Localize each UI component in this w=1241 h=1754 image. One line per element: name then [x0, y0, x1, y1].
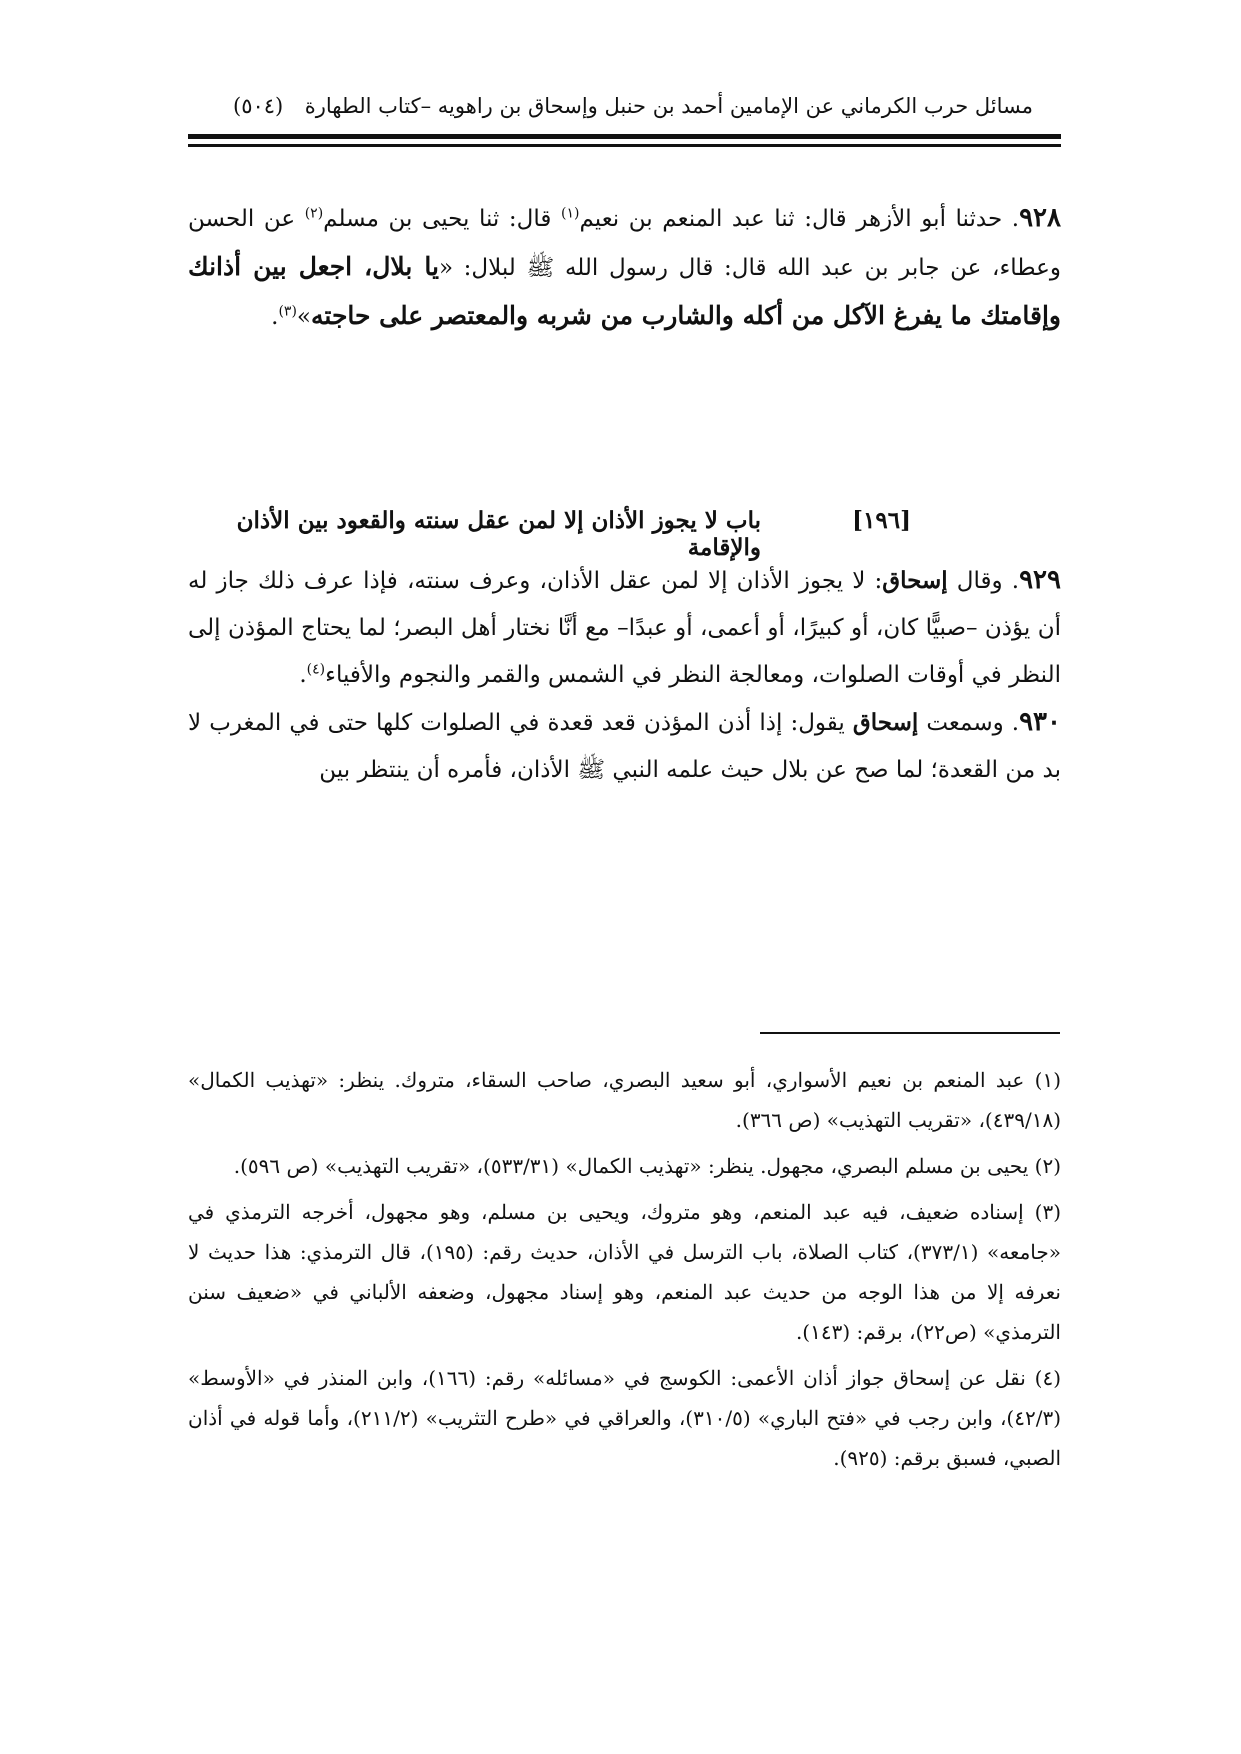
header-title: مسائل حرب الكرماني عن الإمامين أحمد بن حنبل وإسحاق بن راهويه –كتاب الطهارة: [304, 94, 1033, 118]
chapter-title: باب لا يجوز الأذان إلا لمن عقل سنته والقعود بين الأذان والإقامة: [236, 507, 761, 561]
chapter-heading: [188, 507, 1061, 561]
running-header: [233, 86, 1033, 126]
paragraph-928: [188, 195, 1061, 341]
footnotes: [188, 1060, 1061, 1484]
text: .: [271, 304, 279, 330]
narrator-name: إسحاق: [852, 709, 919, 736]
chapter-number: [١٩٦]: [852, 507, 911, 534]
issue-number: ٩٢٨: [1019, 203, 1061, 233]
footnote: (٢) يحيى بن مسلم البصري، مجهول. ينظر: «تهذيب الكمال» (٥٣٣/٣١)، «تقريب التهذيب» (ص ٥٩٦).: [233, 1154, 1061, 1178]
footnote: (٤) نقل عن إسحاق جواز أذان الأعمى: الكوسج في «مسائله» رقم: (١٦٦)، وابن المنذر في «الأوسط» (٤٢/٣)، وابن رجب في «فتح الباري» (٣١٠/٥)، والعراقي في «طرح التثريب» (٢١١/٢)، وأما قوله في أذان الصبي، فسبق برقم: (٩٢٥).: [188, 1366, 1062, 1470]
text: قال: ثنا يحيى بن مسلم: [323, 206, 561, 232]
text: عن الحسن وعطاء، عن جابر بن عبد الله قال: قال رسول الله ﷺ لبلال: «: [188, 206, 1061, 281]
main-text-bottom: [188, 557, 1061, 794]
issue-number: ٩٢٩: [1019, 565, 1061, 595]
text: : لا يجوز الأذان إلا لمن عقل الأذان، وعرف سنته، فإذا عرف ذلك جاز له أن يؤذن –صبيًّا كان، أو كبيرًا، أو أعمى، أو عبدًا– مع أنَّا نختار أهل البصر؛ لما يحتاج المؤذن إلى النظر في أوقات الصلوات، ومعالجة النظر في الشمس والقمر والنجوم والأفياء: [188, 568, 1061, 688]
footnote-separator: [760, 1032, 1060, 1034]
main-text-top: [188, 195, 1061, 341]
footnote-ref: (١): [560, 205, 580, 222]
page-number: (٥٠٤): [233, 94, 284, 118]
footnote-ref: (٣): [278, 303, 297, 320]
text: »: [296, 304, 311, 330]
text: . وقال: [947, 568, 1020, 594]
text: يقول: إذا أذن المؤذن قعد قعدة في الصلوات كلها حتى في المغرب لا بد من القعدة؛ لما صح عن بلال حيث علمه النبي ﷺ الأذان، فأمره أن ينتظر بين: [188, 710, 1061, 783]
paragraph-929: [188, 557, 1061, 699]
footnote: (٣) إسناده ضعيف، فيه عبد المنعم، وهو متروك، ويحيى بن مسلم، وهو مجهول، أخرجه الترمذي في «جامعه» (٣٧٣/١)، كتاب الصلاة، باب الترسل في الأذان، حديث رقم: (١٩٥)، قال الترمذي: هذا حديث لا نعرفه إلا من هذا الوجه من حديث عبد المنعم، وهو إسناد مجهول، وضعفه الألباني في «ضعيف سنن الترمذي» (ص٢٢)، برقم: (١٤٣).: [188, 1200, 1061, 1344]
header-rule-thick: [188, 134, 1061, 139]
footnote-ref: (٤): [306, 661, 326, 678]
hadith-text: يا بلال، اجعل بين أذانك وإقامتك ما يفرغ الآكل من أكله والشارب من شربه والمعتصر على حاجته: [188, 252, 1061, 330]
text: .: [299, 662, 307, 688]
footnote: (١) عبد المنعم بن نعيم الأسواري، أبو سعيد البصري، صاحب السقاء، متروك. ينظر: «تهذيب الكمال» (٤٣٩/١٨)، «تقريب التهذيب» (ص ٣٦٦).: [188, 1068, 1061, 1132]
narrator-name: إسحاق: [882, 567, 948, 594]
header-rule-thin: [188, 144, 1061, 147]
paragraph-930: [188, 699, 1061, 794]
text: . حدثنا أبو الأزهر قال: ثنا عبد المنعم بن نعيم: [579, 206, 1020, 232]
text: . وسمعت: [918, 710, 1020, 736]
footnote-ref: (٢): [304, 205, 324, 222]
issue-number: ٩٣٠: [1019, 707, 1061, 737]
